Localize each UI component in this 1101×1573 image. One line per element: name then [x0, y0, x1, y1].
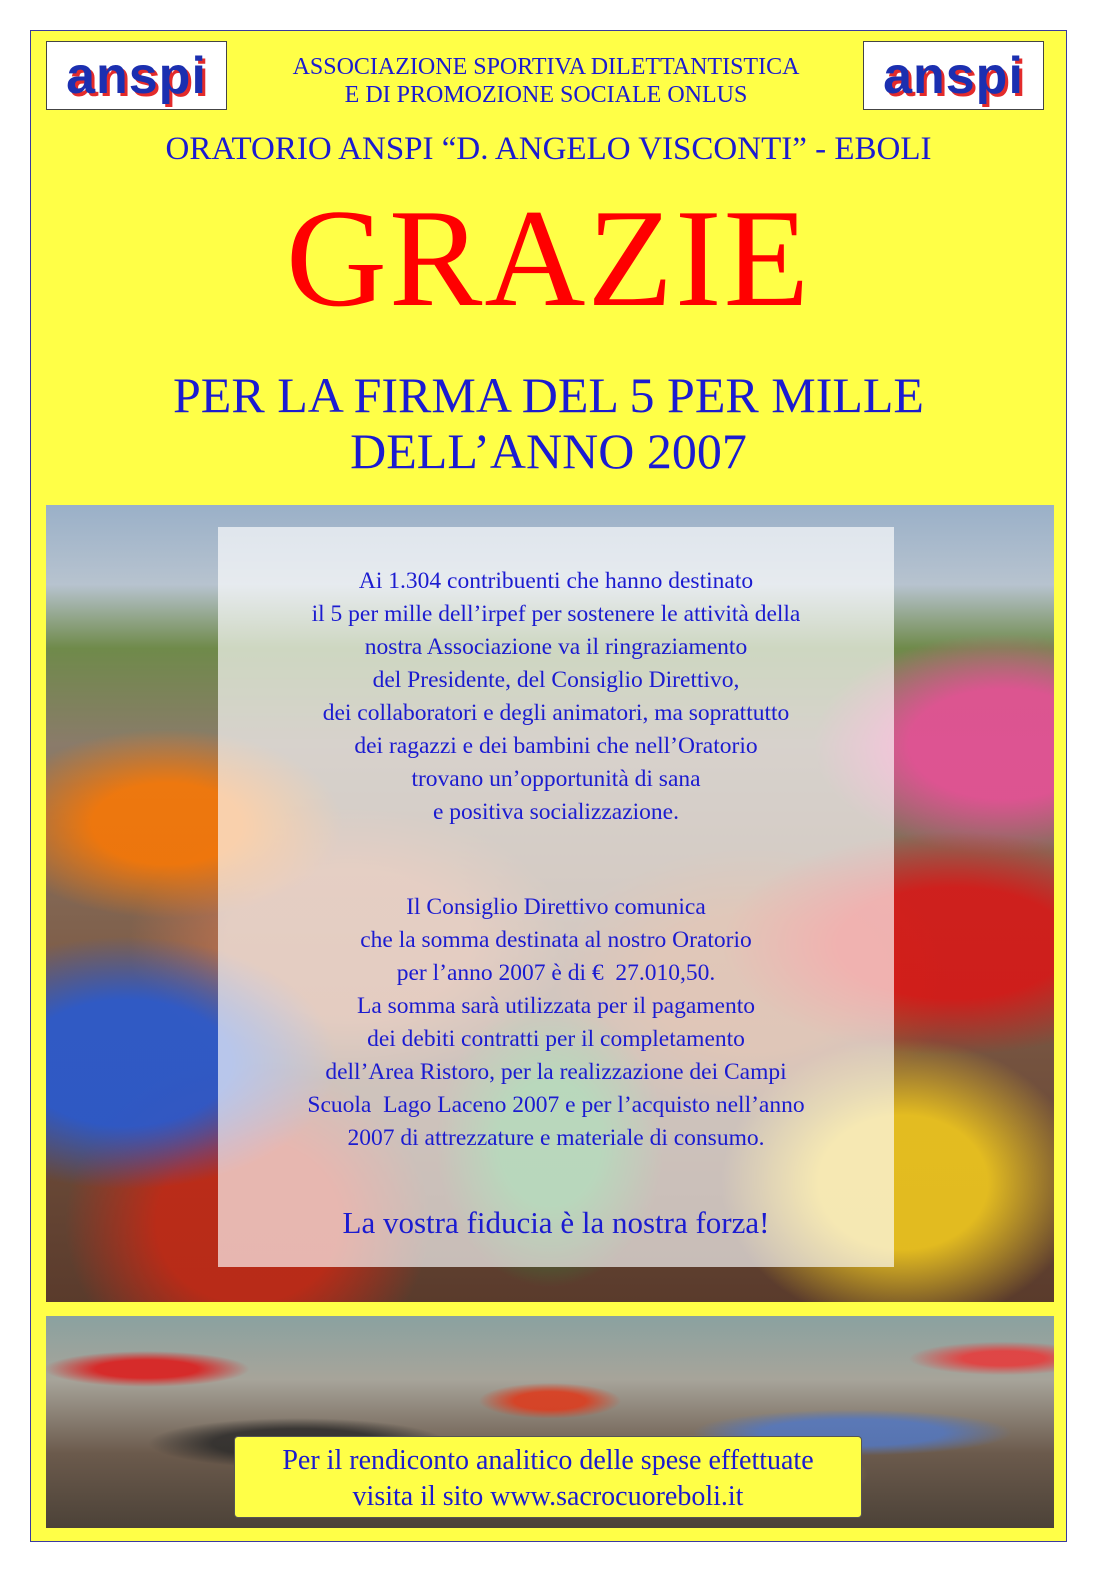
party-photo	[46, 1316, 1054, 1528]
association-name	[231, 53, 861, 109]
message-line: del Presidente, del Consiglio Direttivo,	[372, 667, 740, 693]
message-line: dei debiti contratti per il completamento	[367, 1026, 745, 1052]
footer-box	[234, 1436, 862, 1518]
footer-line-2: visita il sito www.sacrocuoreboli.it	[352, 1481, 744, 1512]
message-paragraph-2	[218, 891, 894, 1155]
association-line-1: ASSOCIAZIONE SPORTIVA DILETTANTISTICA	[292, 54, 800, 80]
subtitle-line-2: DELL’ANNO 2007	[350, 423, 747, 479]
message-line: e positiva socializzazione.	[433, 799, 679, 825]
message-line: 2007 di attrezzature e materiale di consumo.	[347, 1125, 765, 1151]
message-line: Il Consiglio Direttivo comunica	[406, 894, 706, 920]
anspi-logo-text: anspi	[883, 46, 1024, 105]
footer-line-1: Per il rendiconto analitico delle spese effettuate	[282, 1445, 814, 1476]
runners-photo	[46, 505, 1054, 1302]
subtitle	[31, 367, 1066, 479]
message-line: dei collaboratori e degli animatori, ma soprattutto	[322, 700, 790, 726]
message-line: che la somma destinata al nostro Oratorio	[360, 927, 752, 953]
message-paragraph-1	[218, 565, 894, 829]
message-line: dei ragazzi e dei bambini che nell’Oratorio	[354, 733, 758, 759]
message-line: trovano un’opportunità di sana	[411, 766, 701, 792]
message-box	[218, 527, 894, 1267]
anspi-logo-text: anspi	[66, 46, 207, 105]
poster	[30, 30, 1067, 1542]
message-line: il 5 per mille dell’irpef per sostenere le attività della	[311, 601, 801, 627]
oratorio-name: ORATORIO ANSPI “D. ANGELO VISCONTI” - EBOLI	[165, 131, 932, 167]
message-line: nostra Associazione va il ringraziamento	[364, 634, 748, 660]
slogan: La vostra fiducia è la nostra forza!	[342, 1205, 770, 1240]
message-line: dell’Area Ristoro, per la realizzazione dei Campi	[325, 1059, 787, 1085]
anspi-logo-right	[863, 41, 1044, 110]
message-line: Scuola Lago Laceno 2007 e per l’acquisto nell’anno	[307, 1092, 805, 1118]
association-line-2: E DI PROMOZIONE SOCIALE ONLUS	[344, 82, 748, 108]
anspi-logo-left	[46, 41, 227, 110]
subtitle-line-1: PER LA FIRMA DEL 5 PER MILLE	[173, 367, 924, 423]
message-line: Ai 1.304 contribuenti che hanno destinato	[358, 568, 754, 594]
page-title: GRAZIE	[285, 181, 812, 336]
message-line: per l’anno 2007 è di € 27.010,50.	[396, 960, 716, 986]
message-line: La somma sarà utilizzata per il pagamento	[356, 993, 756, 1019]
